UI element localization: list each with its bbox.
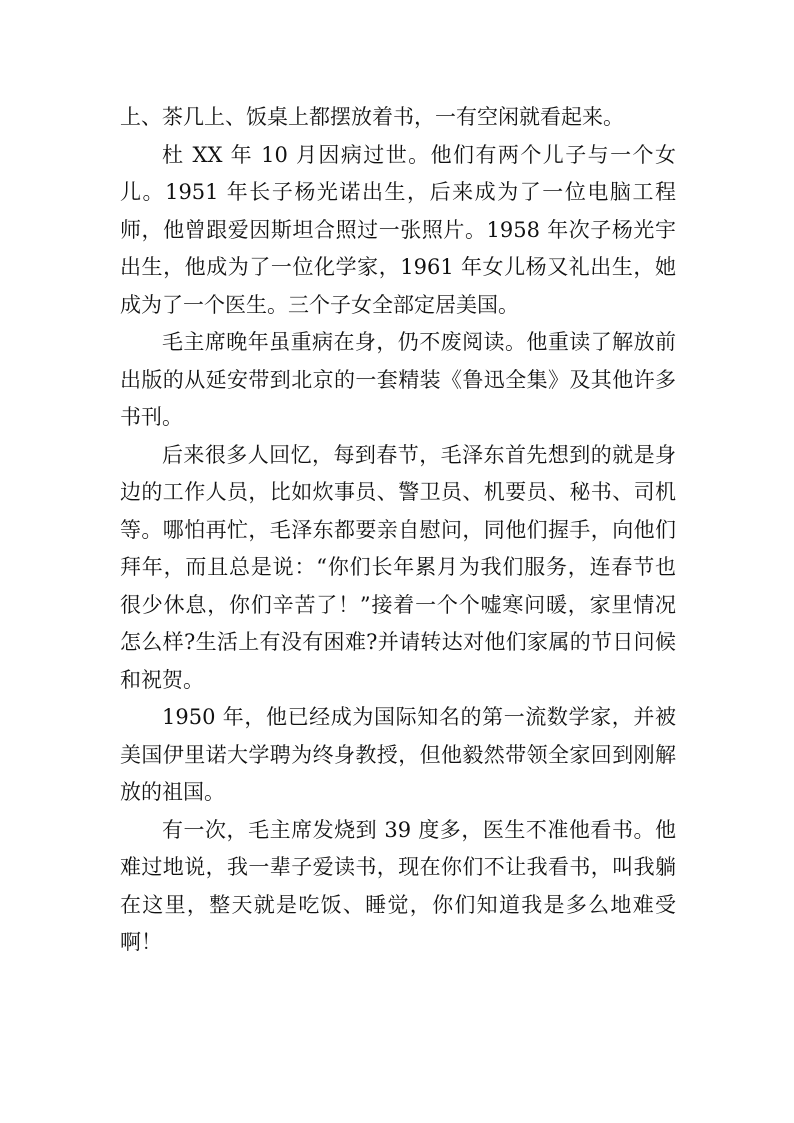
paragraph-reading-late-years: 毛主席晚年虽重病在身，仍不废阅读。他重读了解放前出版的从延安带到北京的一套精装《鲁迅全集》及其他许多书刊。 bbox=[120, 330, 676, 429]
document-body bbox=[120, 99, 676, 962]
paragraph-family: 杜 XX 年 10 月因病过世。他们有两个儿子与一个女儿。1951 年长子杨光诺出生，后来成为了一位电脑工程师，他曾跟爱因斯坦合照过一张照片。1958 年次子杨光宇出生，他成为了一位化学家，1961 年女儿杨又礼出生，她成为了一个医生。三个子女全部定居美国。 bbox=[120, 142, 676, 317]
paragraph-continuation: 上、茶几上、饭桌上都摆放着书，一有空闲就看起来。 bbox=[120, 105, 624, 129]
paragraph-return-1950: 1950 年，他已经成为国际知名的第一流数学家，并被美国伊里诺大学聘为终身教授，但他毅然带领全家回到刚解放的祖国。 bbox=[120, 705, 676, 804]
paragraph-fever: 有一次，毛主席发烧到 39 度多，医生不准他看书。他难过地说，我一辈子爱读书，现在你们不让我看书，叫我躺在这里，整天就是吃饭、睡觉，你们知道我是多么地难受啊！ bbox=[120, 817, 676, 954]
paragraph-spring-festival: 后来很多人回忆，每到春节，毛泽东首先想到的就是身边的工作人员，比如炊事员、警卫员、机要员、秘书、司机等。哪怕再忙，毛泽东都要亲自慰问，同他们握手，向他们拜年，而且总是说：“你们长年累月为我们服务，连春节也很少休息，你们辛苦了！”接着一个个嘘寒问暖，家里情况怎么样?生活上有没有困难?并请转达对他们家属的节日问候和祝贺。 bbox=[120, 442, 676, 692]
